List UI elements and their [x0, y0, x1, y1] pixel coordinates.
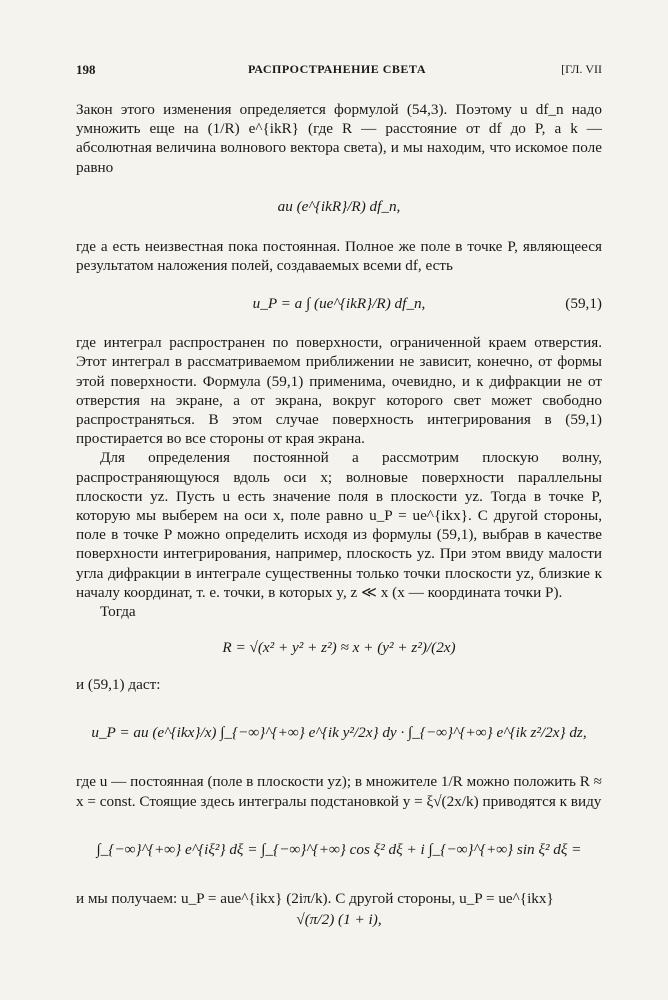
equation-fresnel-text: ∫_{−∞}^{+∞} e^{iξ²} dξ = ∫_{−∞}^{+∞} cos ξ² dξ + i ∫_{−∞}^{+∞} sin ξ² dξ = √(π/2) (1 + i),	[96, 840, 582, 928]
equation-59-1-text: u_P = a ∫ (ue^{ikR}/R) df_n,	[252, 295, 426, 313]
equation-uP	[76, 698, 602, 768]
equation-R	[76, 625, 602, 671]
equation-field-text: au (e^{ikR}/R) df_n,	[277, 197, 401, 215]
paragraph-1: Закон этого изменения определяется формулой (54,3). Поэтому u df_n надо умножить еще на (1/R) e^{ikR} (где R — расстояние от df до P, а k — абсолютная величина волнового вектора света), и мы находим, что искомое поле равно	[76, 101, 602, 176]
page-header	[76, 62, 602, 86]
running-title: РАСПРОСТРАНЕНИЕ СВЕТА	[248, 62, 426, 76]
equation-field	[76, 181, 602, 233]
paragraph-8: и мы получаем: u_P = aue^{ikx} (2iπ/k). С другой стороны, u_P = ue^{ikx}	[76, 889, 554, 907]
equation-number: (59,1)	[565, 295, 602, 313]
paragraph-3: где интеграл распространен по поверхности, ограниченной краем отверстия. Этот интеграл в рассматриваемом приближении не зависит, конечно, от формы этой поверхности. Формула (59,1) применима, очевидно, и к дифракции не от отверстия на экране, а от экрана, вокруг которого свет может свободно распространяться. В этом случае поверхность интегрирования в (59,1) простирается во все стороны от края экрана.	[76, 334, 602, 448]
equation-59-1	[76, 279, 602, 329]
chapter-label: [ГЛ. VII	[561, 62, 602, 76]
paragraph-7: где u — постоянная (поле в плоскости yz); в множителе 1/R можно положить R ≈ x = const. Стоящие здесь интегралы подстановкой y = ξ√(2x/k) приводятся к виду	[76, 773, 603, 810]
book-page	[76, 62, 603, 928]
paragraph-2: где a есть неизвестная пока постоянная. Полное же поле в точке P, являющееся результатом наложения полей, создаваемых всеми df, есть	[76, 237, 602, 275]
equation-R-text: R = √(x² + y² + z²) ≈ x + (y² + z²)/(2x)	[222, 639, 456, 657]
paragraph-5: Тогда	[100, 603, 136, 621]
page-body	[76, 100, 603, 928]
equation-uP-text: u_P = au (e^{ikx}/x) ∫_{−∞}^{+∞} e^{ik y²/2x} dy · ∫_{−∞}^{+∞} e^{ik z²/2x} dz,	[91, 724, 587, 742]
paragraph-4: Для определения постоянной a рассмотрим плоскую волну, распространяющуюся вдоль оси x; волновые поверхности параллельны плоскости yz. Пусть u есть значение поля в плоскости yz. Тогда в точке P, которую мы выберем на оси x, поле равно u_P = ue^{ikx}. С другой стороны, поле в точке P можно определить исходя из формулы (59,1), выбрав в качестве поверхности интегрирования, например, плоскость yz. При этом ввиду малости угла дифракции в интеграле существенны только точки плоскости yz, близкие к началу координат, т. е. точки, в которых y, z ≪ x (x — координата точки P).	[76, 449, 602, 601]
paragraph-6: и (59,1) даст:	[76, 676, 161, 694]
page-number: 198	[76, 62, 96, 77]
